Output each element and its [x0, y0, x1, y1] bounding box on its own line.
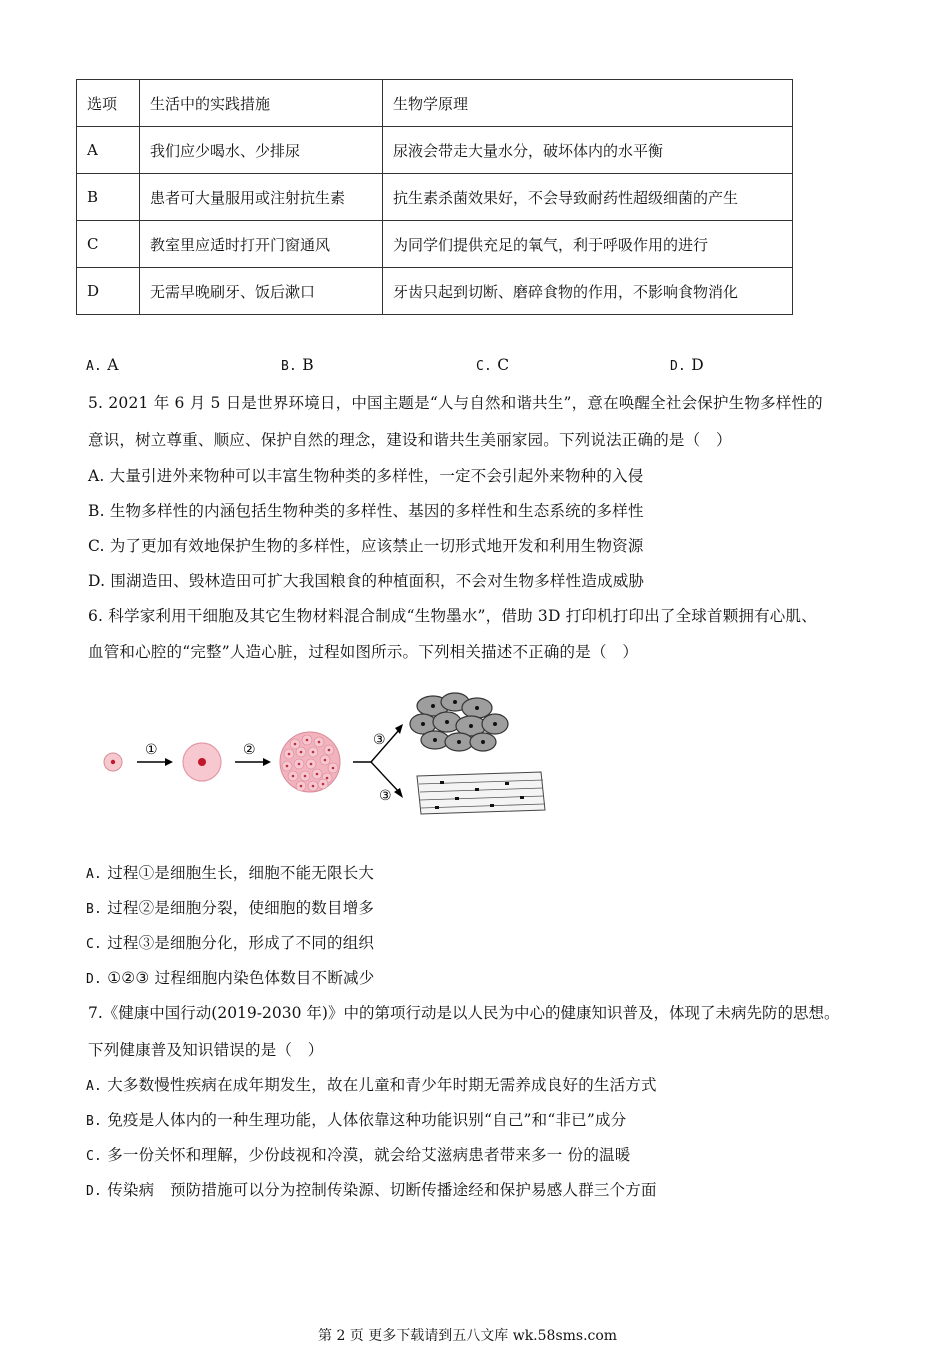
muscle-tissue-icon	[417, 772, 545, 814]
option-label: C.	[476, 359, 493, 374]
q4-option-a[interactable]	[86, 356, 119, 374]
option-label: B.	[281, 359, 298, 374]
table-cell: B	[77, 174, 140, 221]
large-cell-icon	[183, 743, 221, 781]
option-text: 大多数慢性疾病在成年期发生，故在儿童和青少年时期无需养成良好的生活方式	[107, 1076, 657, 1094]
arrow-2-icon	[235, 758, 271, 766]
table-cell: 牙齿只起到切断、磨碎食物的作用，不影响食物消化	[383, 268, 793, 315]
option-label: B.	[86, 1114, 103, 1129]
q7-option-c[interactable]	[86, 1143, 630, 1165]
table-row	[77, 268, 793, 315]
option-text: 过程①是细胞生长，细胞不能无限长大	[107, 864, 375, 882]
process-label-2: ②	[243, 742, 256, 758]
q5-option-c[interactable]: C. 为了更加有效地保护生物的多样性，应该禁止一切形式地开发和利用生物资源	[88, 537, 644, 555]
table-cell: 教室里应适时打开门窗通风	[140, 221, 383, 268]
table-cell: 为同学们提供充足的氧气，利于呼吸作用的进行	[383, 221, 793, 268]
option-text: B	[302, 356, 314, 374]
table-row	[77, 221, 793, 268]
header-cell: 生物学原理	[383, 80, 793, 127]
cell-development-diagram	[95, 688, 555, 818]
table-cell: A	[77, 127, 140, 174]
q6-option-b[interactable]	[86, 896, 374, 918]
option-text: 免疫是人体内的一种生理功能，人体依靠这种功能识别“自己”和“非已”成分	[107, 1111, 627, 1129]
q5-option-d[interactable]: D. 围湖造田、毁林造田可扩大我国粮食的种植面积，不会对生物多样性造成威胁	[88, 572, 645, 590]
q6-option-c[interactable]	[86, 931, 374, 953]
q7-option-a[interactable]	[86, 1073, 657, 1095]
table-cell: 抗生素杀菌效果好，不会导致耐药性超级细菌的产生	[383, 174, 793, 221]
table-row	[77, 127, 793, 174]
option-label: A.	[86, 359, 103, 374]
arrow-1-icon	[137, 758, 173, 766]
option-text: 多一份关怀和理解，少份歧视和冷漠，就会给艾滋病患者带来多一 份的温暖	[107, 1146, 631, 1164]
q6-option-a[interactable]	[86, 861, 374, 883]
option-label: A.	[86, 867, 103, 882]
option-text: C	[497, 356, 510, 374]
option-text: ①②③ 过程细胞内染色体数目不断减少	[107, 969, 375, 987]
q5-stem-line1: 5. 2021 年 6 月 5 日是世界环境日，中国主题是“人与自然和谐共生”，意在唤醒全社会保护生物多样性的	[88, 394, 823, 412]
q4-option-c[interactable]	[476, 356, 509, 374]
process-label-3a: ③	[373, 732, 386, 748]
q7-stem-line2: 下列健康普及知识错误的是（ ）	[88, 1041, 324, 1059]
table-header-row	[77, 80, 793, 127]
option-label: D.	[670, 359, 687, 374]
option-text: D	[691, 356, 704, 374]
q5-option-b[interactable]: B. 生物多样性的内涵包括生物种类的多样性、基因的多样性和生态系统的多样性	[88, 502, 644, 520]
cell-cluster-icon	[280, 732, 340, 792]
q5-option-a[interactable]: A. 大量引进外来物种可以丰富生物种类的多样性，一定不会引起外来物种的入侵	[88, 467, 644, 485]
q5-stem-line2: 意识，树立尊重、顺应、保护自然的理念，建设和谐共生美丽家园。下列说法正确的是（ ）	[88, 431, 732, 449]
page-footer: 第 2 页 更多下载请到五八文库 wk.58sms.com	[318, 1328, 618, 1344]
option-label: A.	[86, 1079, 103, 1094]
option-text: 过程②是细胞分裂，使细胞的数目增多	[107, 899, 375, 917]
table-cell: 尿液会带走大量水分，破坏体内的水平衡	[383, 127, 793, 174]
header-cell: 选项	[77, 80, 140, 127]
option-label: B.	[86, 902, 103, 917]
option-text: A	[107, 356, 119, 374]
option-label: C.	[86, 937, 103, 952]
table-cell: 无需早晚刷牙、饭后漱口	[140, 268, 383, 315]
header-cell: 生活中的实践措施	[140, 80, 383, 127]
option-label: D.	[86, 972, 103, 987]
option-text: 传染病 预防措施可以分为控制传染源、切断传播途经和保护易感人群三个方面	[107, 1181, 657, 1199]
process-label-1: ①	[145, 742, 158, 758]
table-cell: 患者可大量服用或注射抗生素	[140, 174, 383, 221]
q6-stem-line1: 6. 科学家利用干细胞及其它生物材料混合制成“生物墨水”，借助 3D 打印机打印出了全球首颗拥有心肌、	[88, 607, 817, 625]
q7-option-b[interactable]	[86, 1108, 626, 1130]
q6-option-d[interactable]	[86, 966, 374, 988]
q6-stem-line2: 血管和心腔的“完整”人造心脏，过程如图所示。下列相关描述不正确的是（ ）	[88, 643, 639, 661]
table-cell: 我们应少喝水、少排尿	[140, 127, 383, 174]
table-cell: C	[77, 221, 140, 268]
option-text: 过程③是细胞分化，形成了不同的组织	[107, 934, 375, 952]
table-cell: D	[77, 268, 140, 315]
q4-option-b[interactable]	[281, 356, 314, 374]
small-cell-icon	[104, 753, 122, 771]
q4-table	[76, 79, 793, 315]
process-label-3b: ③	[379, 788, 392, 804]
q7-stem-line1: 7.《健康中国行动(2019-2030 年)》中的第项行动是以人民为中心的健康知识普及，体现了未病先防的思想。	[88, 1004, 840, 1022]
q7-option-d[interactable]	[86, 1178, 657, 1200]
q4-option-d[interactable]	[670, 356, 704, 374]
table-row	[77, 174, 793, 221]
option-label: D.	[86, 1184, 103, 1199]
option-label: C.	[86, 1149, 103, 1164]
